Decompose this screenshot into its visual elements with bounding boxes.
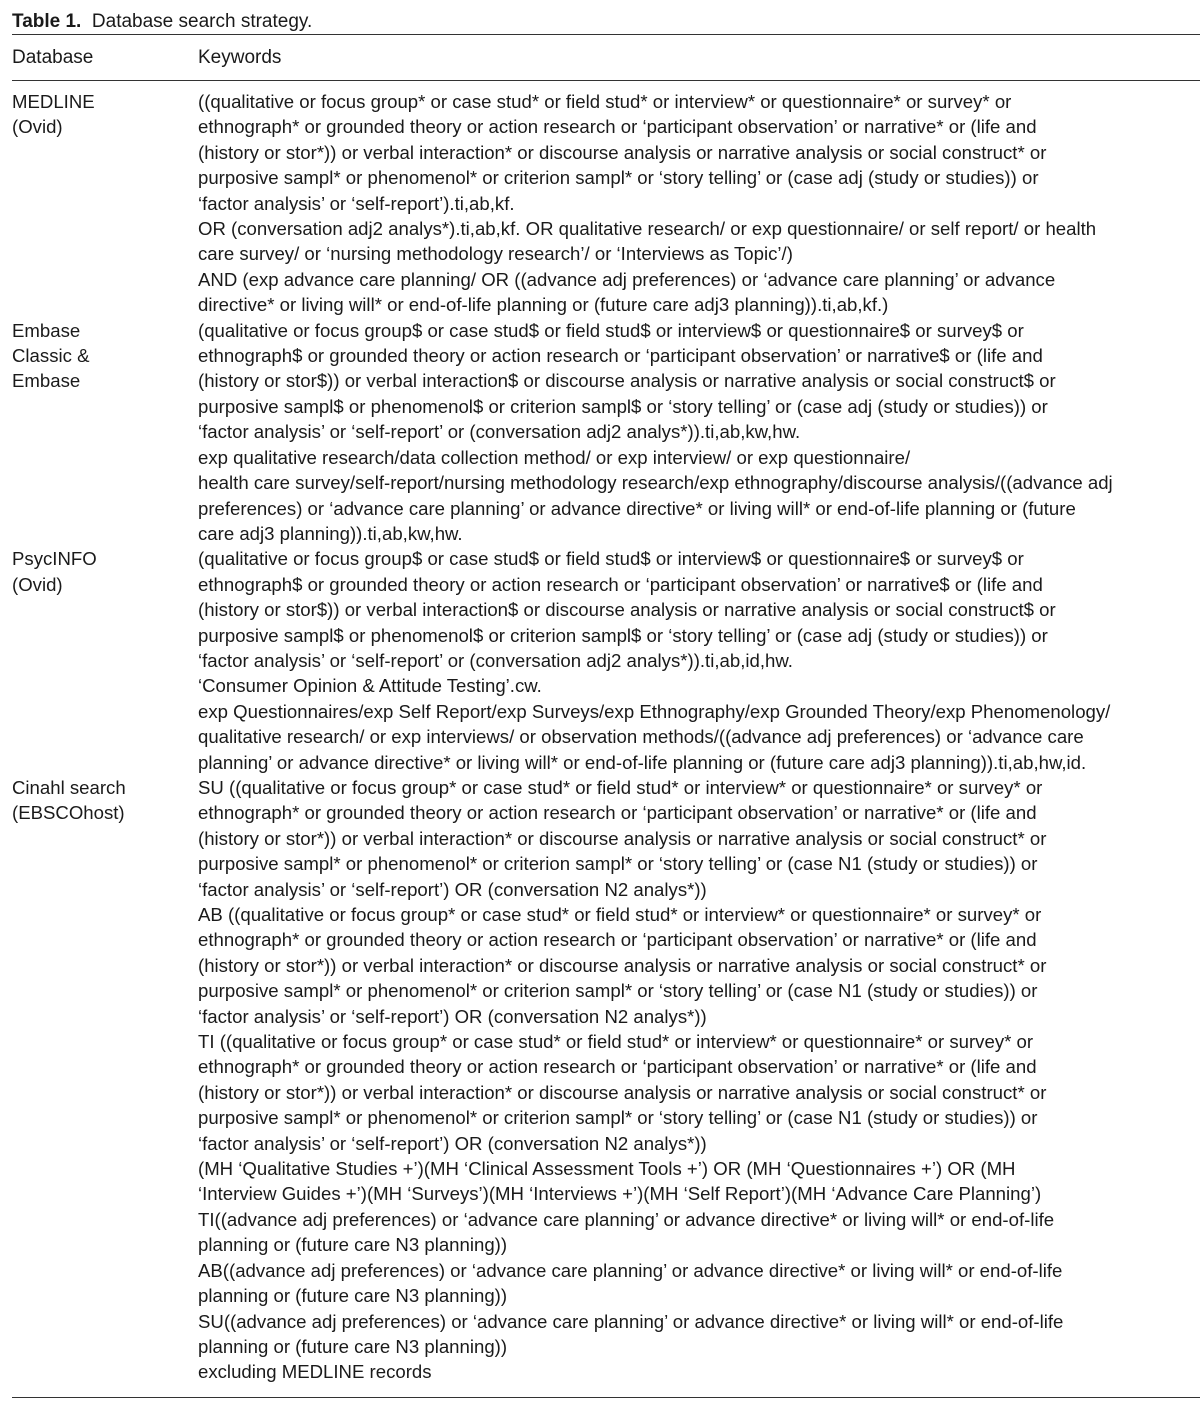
keyword-line: (history or stor*)) or verbal interaction* or discourse analysis or narrative analysis or social construct* or (198, 827, 1047, 849)
keyword-line: planning or (future care N3 planning)) (198, 1335, 508, 1357)
keyword-line: directive* or living will* or end-of-life planning or (future care adj3 planning)).ti,ab,kf.) (198, 294, 889, 316)
database-cell (12, 89, 198, 318)
keyword-line: ((qualitative or focus group* or case stud* or field stud* or interview* or questionnaire* or survey* or (198, 91, 1012, 112)
keyword-line: (history or stor*)) or verbal interaction* or discourse analysis or narrative analysis or social construct* or (198, 141, 1047, 163)
database-cell (12, 546, 198, 775)
table-caption (12, 0, 1200, 34)
keywords-cell (198, 89, 1200, 318)
database-name-line: Embase (12, 370, 81, 392)
keyword-line: ‘factor analysis’ or ‘self-report’) OR (conversation N2 analys*)) (198, 1005, 707, 1027)
table-header-row (12, 35, 1200, 80)
keyword-line: purposive sampl* or phenomenol* or criterion sampl* or ‘story telling’ or (case N1 (study or studies)) or (198, 853, 1038, 875)
keyword-line: exp Questionnaires/exp Self Report/exp Surveys/exp Ethnography/exp Grounded Theory/exp Phenomenology/ (198, 700, 1111, 722)
database-name-line: MEDLINE (12, 91, 95, 112)
column-header-keywords: Keywords (198, 47, 282, 68)
keywords-cell (198, 318, 1200, 547)
keyword-line: (history or stor$)) or verbal interaction$ or discourse analysis or narrative analysis or social construct$ or (198, 599, 1056, 621)
keyword-line: purposive sampl* or phenomenol* or criterion sampl* or ‘story telling’ or (case N1 (study or studies)) or (198, 1107, 1038, 1129)
keyword-line: exp qualitative research/data collection method/ or exp interview/ or exp questionnaire/ (198, 446, 911, 468)
keyword-line: ‘factor analysis’ or ‘self-report’).ti,ab,kf. (198, 192, 515, 214)
database-name-line: Embase (12, 319, 81, 341)
keywords-cell (198, 546, 1200, 775)
keyword-line: ethnograph* or grounded theory or action research or ‘participant observation’ or narrative* or (life and (198, 929, 1037, 951)
keyword-line: (history or stor*)) or verbal interaction* or discourse analysis or narrative analysis or social construct* or (198, 1081, 1047, 1103)
keyword-line: qualitative research/ or exp interviews/ or observation methods/((advance adj preferences) or ‘advance care (198, 726, 1084, 748)
keyword-line: purposive sampl* or phenomenol* or criterion sampl* or ‘story telling’ or (case N1 (study or studies)) or (198, 980, 1038, 1002)
keyword-line: purposive sampl* or phenomenol* or criterion sampl* or ‘story telling’ or (case adj (study or studies)) or (198, 167, 1039, 189)
database-cell (12, 318, 198, 547)
keyword-line: (history or stor$)) or verbal interaction$ or discourse analysis or narrative analysis or social construct$ or (198, 370, 1056, 392)
database-name-line: (Ovid) (12, 116, 63, 138)
keyword-line: purposive sampl$ or phenomenol$ or criterion sampl$ or ‘story telling’ or (case adj (study or studies)) or (198, 624, 1048, 646)
keyword-line: planning or (future care N3 planning)) (198, 1234, 508, 1256)
keyword-line: OR (conversation adj2 analys*).ti,ab,kf. OR qualitative research/ or exp questionnaire/ or self report/ or health (198, 218, 1097, 240)
keyword-line: care survey/ or ‘nursing methodology research’/ or ‘Interviews as Topic’/) (198, 243, 793, 265)
database-name-line: (EBSCOhost) (12, 802, 125, 824)
table-row (12, 775, 1200, 1385)
keyword-line: ‘factor analysis’ or ‘self-report’) OR (conversation N2 analys*)) (198, 878, 707, 900)
table-page (12, 0, 1200, 1398)
database-name-line: (Ovid) (12, 573, 63, 595)
keyword-line: ethnograph$ or grounded theory or action research or ‘participant observation’ or narrative$ or (life and (198, 345, 1043, 367)
keyword-line: (qualitative or focus group$ or case stud$ or field stud$ or interview$ or questionnaire$ or survey$ or (198, 548, 1024, 570)
database-name-line: PsycINFO (12, 548, 97, 570)
keyword-line: TI((advance adj preferences) or ‘advance care planning’ or advance directive* or living will* or end-of-life (198, 1208, 1055, 1230)
keyword-line: ethnograph* or grounded theory or action research or ‘participant observation’ or narrative* or (life and (198, 116, 1037, 138)
table-row (12, 318, 1200, 547)
keyword-line: excluding MEDLINE records (198, 1361, 432, 1383)
keyword-line: health care survey/self-report/nursing methodology research/exp ethnography/discourse analysis/((advance adj (198, 472, 1113, 494)
keyword-line: ‘Consumer Opinion & Attitude Testing’.cw. (198, 675, 542, 697)
bottom-rule (12, 1397, 1200, 1398)
keyword-line: AB ((qualitative or focus group* or case stud* or field stud* or interview* or questionnaire* or survey* or (198, 904, 1042, 925)
keyword-line: ‘factor analysis’ or ‘self-report’ or (conversation adj2 analys*)).ti,ab,kw,hw. (198, 421, 801, 443)
keyword-line: ‘factor analysis’ or ‘self-report’) OR (conversation N2 analys*)) (198, 1132, 707, 1154)
keyword-line: preferences) or ‘advance care planning’ or advance directive* or living will* or end-of-life planning or (future (198, 497, 1076, 519)
keyword-line: purposive sampl$ or phenomenol$ or criterion sampl$ or ‘story telling’ or (case adj (study or studies)) or (198, 395, 1048, 417)
keyword-line: planning or (future care N3 planning)) (198, 1285, 508, 1307)
keyword-line: (MH ‘Qualitative Studies +’)(MH ‘Clinical Assessment Tools +’) OR (MH ‘Questionnaires +’) OR (MH (198, 1158, 1016, 1180)
keyword-line: care adj3 planning)).ti,ab,kw,hw. (198, 522, 463, 544)
keyword-line: planning’ or advance directive* or living will* or end-of-life planning or (future care adj3 planning)).ti,ab,hw,id. (198, 751, 1087, 773)
keywords-cell (198, 775, 1200, 1385)
keyword-line: (qualitative or focus group$ or case stud$ or field stud$ or interview$ or questionnaire$ or survey$ or (198, 319, 1024, 341)
table-number: Table 1. (12, 11, 82, 32)
table-row (12, 89, 1200, 318)
keyword-line: ethnograph* or grounded theory or action research or ‘participant observation’ or narrative* or (life and (198, 1056, 1037, 1078)
keyword-line: TI ((qualitative or focus group* or case stud* or field stud* or interview* or questionnaire* or survey* or (198, 1031, 1034, 1053)
keyword-line: ‘factor analysis’ or ‘self-report’ or (conversation adj2 analys*)).ti,ab,id,hw. (198, 649, 793, 671)
table-title: Database search strategy. (91, 11, 313, 32)
keyword-line: ‘Interview Guides +’)(MH ‘Surveys’)(MH ‘Interviews +’)(MH ‘Self Report’)(MH ‘Advance Care Planning’) (198, 1183, 1042, 1205)
keyword-line: AB((advance adj preferences) or ‘advance care planning’ or advance directive* or living will* or end-of-life (198, 1259, 1063, 1281)
keyword-line: AND (exp advance care planning/ OR ((advance adj preferences) or ‘advance care planning’ or advance (198, 268, 1056, 290)
keyword-line: (history or stor*)) or verbal interaction* or discourse analysis or narrative analysis or social construct* or (198, 954, 1047, 976)
table-row (12, 546, 1200, 775)
keyword-line: ethnograph* or grounded theory or action research or ‘participant observation’ or narrative* or (life and (198, 802, 1037, 824)
keyword-line: SU ((qualitative or focus group* or case stud* or field stud* or interview* or questionnaire* or survey* or (198, 776, 1043, 798)
table-body (12, 81, 1200, 1385)
column-header-database: Database (12, 47, 94, 68)
database-name-line: Cinahl search (12, 776, 126, 798)
keyword-line: ethnograph$ or grounded theory or action research or ‘participant observation’ or narrative$ or (life and (198, 573, 1043, 595)
database-name-line: Classic & (12, 345, 90, 367)
keyword-line: SU((advance adj preferences) or ‘advance care planning’ or advance directive* or living will* or end-of-life (198, 1310, 1064, 1332)
database-cell (12, 775, 198, 1385)
